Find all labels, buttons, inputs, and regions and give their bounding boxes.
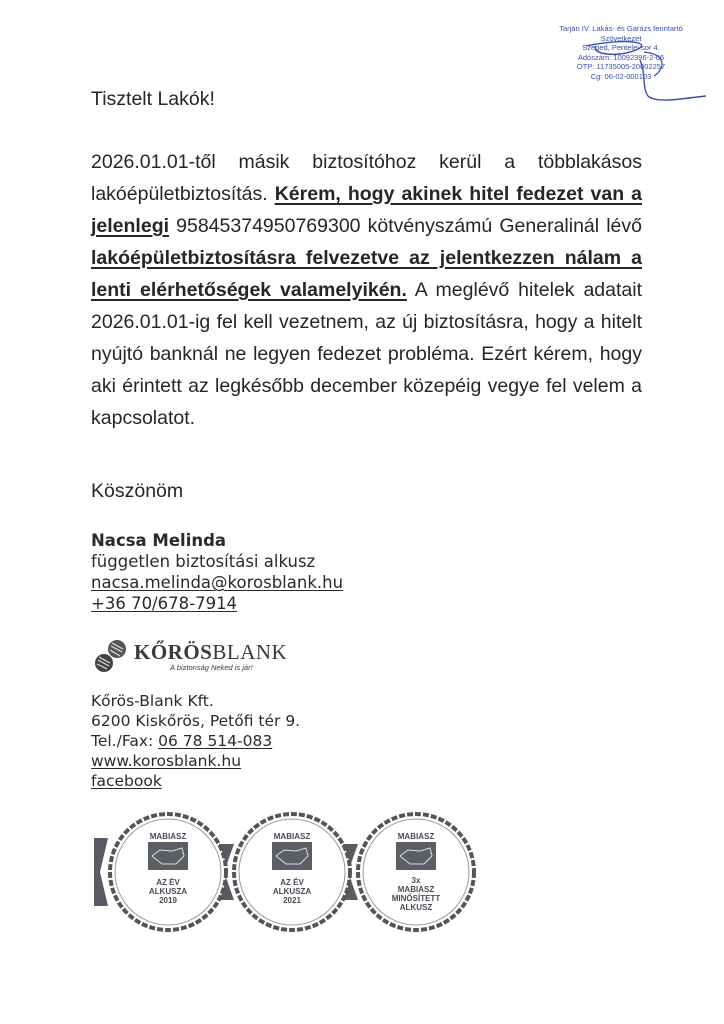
badge-seal-icon xyxy=(106,810,230,934)
badge-line: 2019 xyxy=(159,896,177,905)
badge-brand: MABIASZ xyxy=(273,832,311,841)
telfax-label: Tel./Fax: xyxy=(91,732,159,750)
signature-scribble-icon xyxy=(536,24,706,104)
badge-2019 xyxy=(106,810,230,934)
badge-2021 xyxy=(230,810,354,934)
facebook-link[interactable]: facebook xyxy=(91,772,162,790)
award-badges xyxy=(94,810,474,930)
bold-request: Kérem, hogy akinek hitel fedezet van a jelenlegi xyxy=(91,183,642,237)
badge-seal-icon xyxy=(354,810,478,934)
letter-body xyxy=(91,146,642,434)
cooperative-stamp xyxy=(536,24,706,104)
bold-instruction: lakóépületbiztosításra felvezetve az jelentkezzen nálam a lenti elérhetőségek valamelyikén. xyxy=(91,247,642,301)
email-link[interactable]: nacsa.melinda@korosblank.hu xyxy=(91,573,344,592)
badge-line: ALKUSZA xyxy=(272,887,312,896)
logo-spheres-icon xyxy=(92,638,132,674)
logo-tagline: A biztonság Neked is jár! xyxy=(170,663,253,672)
logo-word-light: BLANK xyxy=(212,640,288,664)
stamp-line: Szeged, Pentelei sor 4. xyxy=(582,43,660,52)
telfax-link[interactable]: 06 78 514-083 xyxy=(158,732,273,750)
logo-word-bold: KŐRÖS xyxy=(134,640,213,664)
body-text: A meglévő hitelek adatait 2026.01.01-ig fel kell vezetnem, az új biztosításra, hogy a hitelt nyújtó banknál ne legyen fedezet probléma. Ezért kérem, hogy aki érintett az legkésőbb december közepéig vegye fel velem a kapcsolatot. xyxy=(91,279,642,429)
company-info xyxy=(91,691,300,791)
stamp-line: Cg: 06-02-000103 xyxy=(590,71,652,81)
badge-line: ALKUSZA xyxy=(148,887,188,896)
phone-link[interactable]: +36 70/678-7914 xyxy=(91,594,238,613)
badge-line: MABIASZ xyxy=(397,885,435,894)
badge-qualified xyxy=(354,810,478,934)
badge-seal-icon xyxy=(230,810,354,934)
badge-line: AZ ÉV xyxy=(280,878,304,887)
badge-line: 3x xyxy=(411,876,421,885)
stamp-line: Szövetkezet xyxy=(600,33,642,43)
stamp-line: OTP: 11735005-20002257 xyxy=(576,62,666,71)
stamp-line: Tarján IV. Lakás- és Garázs fenntartó xyxy=(559,24,683,33)
badge-line: MINŐSÍTETT xyxy=(391,894,441,903)
badge-line: 2021 xyxy=(283,896,301,905)
badge-line: ALKUSZ xyxy=(399,903,433,912)
company-name: Kőrös-Blank Kft. xyxy=(91,692,214,710)
body-text: 2026.01.01-től másik biztosítóhoz kerül a többlakásos lakóépületbiztosítás. xyxy=(91,151,642,205)
korosblank-logo xyxy=(92,638,292,674)
signature-block xyxy=(91,530,343,614)
badge-line: AZ ÉV xyxy=(156,878,180,887)
closing: Köszönöm xyxy=(91,480,184,502)
company-address: 6200 Kiskőrös, Petőfi tér 9. xyxy=(91,712,301,730)
body-text: 95845374950769300 kötvényszámú Generalinál lévő xyxy=(169,215,642,237)
signer-name: Nacsa Melinda xyxy=(91,531,227,550)
greeting: Tisztelt Lakók! xyxy=(91,88,215,110)
signer-title: független biztosítási alkusz xyxy=(91,552,316,571)
badge-brand: MABIASZ xyxy=(397,832,435,841)
stamp-line: Adószám: 10092396-2-06 xyxy=(577,52,665,62)
badge-brand: MABIASZ xyxy=(149,832,187,841)
website-link[interactable]: www.korosblank.hu xyxy=(91,752,242,770)
